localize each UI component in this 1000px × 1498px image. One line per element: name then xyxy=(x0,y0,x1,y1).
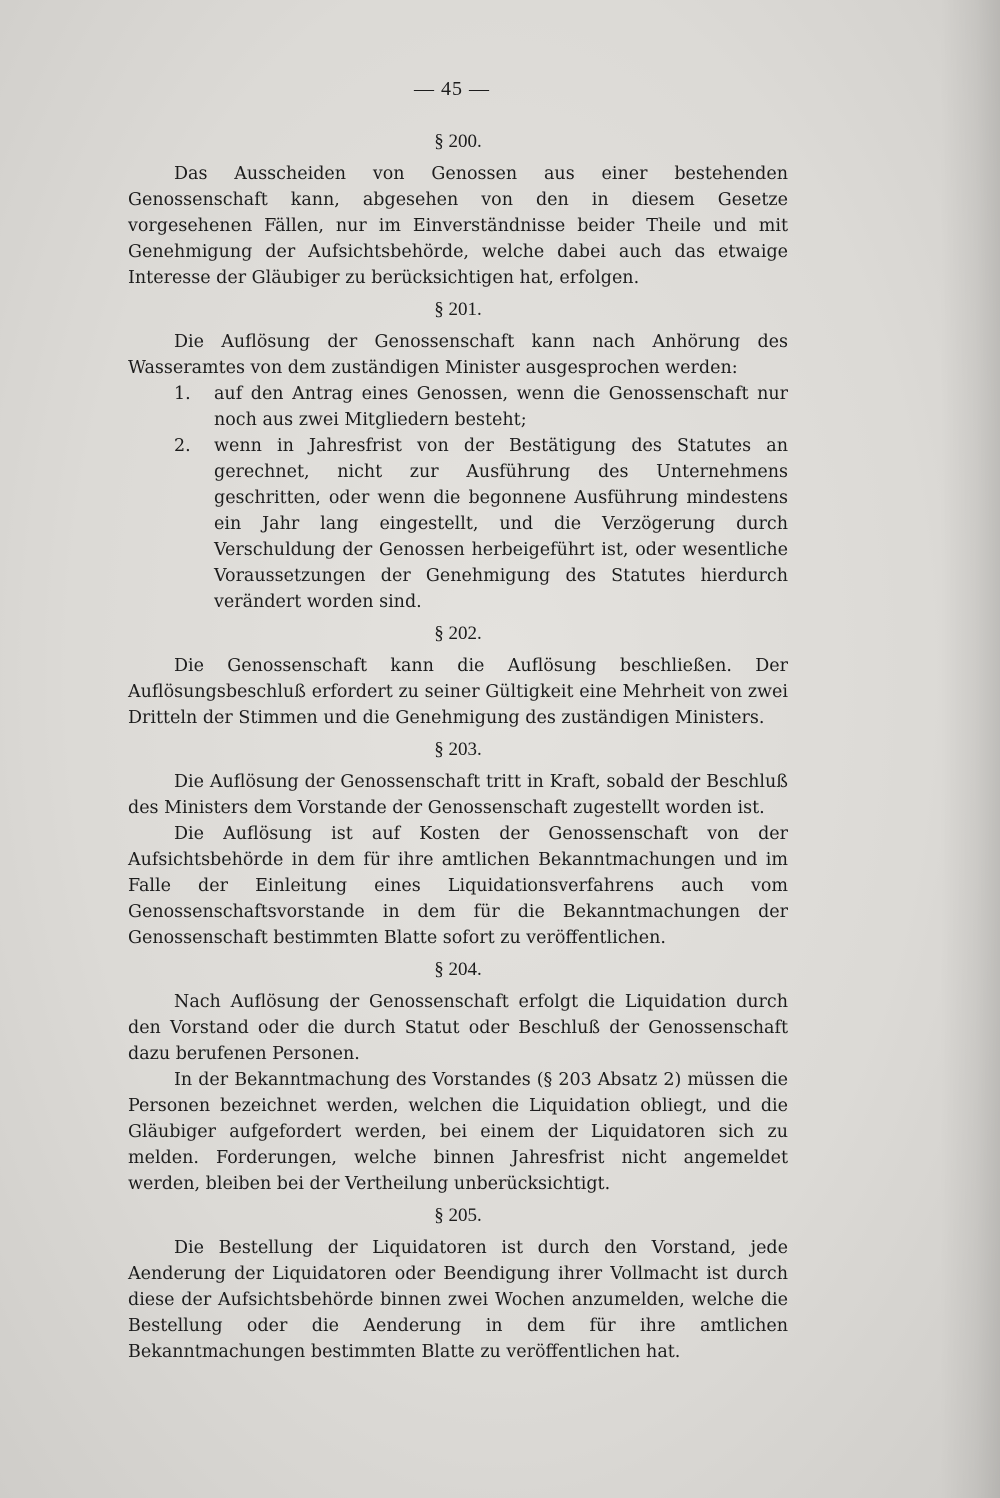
section-heading: § 202. xyxy=(434,623,482,644)
list-item-number: 2. xyxy=(174,436,191,456)
section-heading: § 204. xyxy=(434,959,482,980)
section-202 xyxy=(128,623,788,731)
section-201 xyxy=(128,299,788,615)
section-paragraph: Die Auflösung der Genossenschaft kann nach Anhörung des Wasseramtes von dem zuständigen Minister ausgesprochen werden: xyxy=(128,332,788,378)
section-heading: § 203. xyxy=(434,739,482,760)
enumerated-list xyxy=(128,381,788,615)
section-paragraph: In der Bekanntmachung des Vorstandes (§ 203 Absatz 2) müssen die Personen bezeichnet werden, welchen die Liquidation obliegt, und die Gläubiger aufgefordert werden, bei einem der Liquidatoren sich zu melden. Forderungen, welche binnen Jahresfrist nicht angemeldet werden, bleiben bei der Vertheilung unberücksichtigt. xyxy=(128,1070,788,1194)
section-paragraph: Die Bestellung der Liquidatoren ist durch den Vorstand, jede Aenderung der Liquidatoren oder Beendigung ihrer Vollmacht ist durch diese der Aufsichtsbehörde binnen zwei Wochen anzumelden, welche die Bestellung oder die Aenderung in dem für ihre amtlichen Bekanntmachungen bestimmten Blatte zu veröffentlichen hat. xyxy=(128,1238,788,1362)
list-item xyxy=(128,381,788,433)
section-paragraph: Die Auflösung ist auf Kosten der Genossenschaft von der Aufsichtsbehörde in dem für ihre amtlichen Bekanntmachungen und im Falle der Einleitung eines Liquidationsverfahrens auch vom Genossenschaftsvorstande in dem für die Bekanntmachungen der Genossenschaft bestimmten Blatte sofort zu veröffentlichen. xyxy=(128,824,788,948)
section-paragraph: Die Auflösung der Genossenschaft tritt in Kraft, sobald der Beschluß des Ministers dem Vorstande der Genossenschaft zugestellt worden ist. xyxy=(128,772,788,818)
section-203 xyxy=(128,739,788,951)
section-heading: § 201. xyxy=(434,299,482,320)
section-paragraph: Nach Auflösung der Genossenschaft erfolgt die Liquidation durch den Vorstand oder die durch Statut oder Beschluß der Genossenschaft dazu berufenen Personen. xyxy=(128,992,788,1064)
list-item xyxy=(128,433,788,615)
page-content xyxy=(128,78,788,1365)
list-item-text: auf den Antrag eines Genossen, wenn die Genossenschaft nur noch aus zwei Mitgliedern besteht; xyxy=(214,384,788,430)
list-item-text: wenn in Jahresfrist von der Bestätigung des Statutes an gerechnet, nicht zur Ausführung des Unternehmens geschritten, oder wenn die begonnene Ausführung mindestens ein Jahr lang eingestellt, und die Verzögerung durch Verschuldung der Genossen herbeigeführt ist, oder wesentliche Voraussetzungen der Genehmigung des Statutes hierdurch verändert worden sind. xyxy=(214,436,788,612)
section-204 xyxy=(128,959,788,1197)
section-heading: § 200. xyxy=(434,131,482,152)
section-heading: § 205. xyxy=(434,1205,482,1226)
page-gutter-shadow xyxy=(940,0,1000,1498)
section-paragraph: Das Ausscheiden von Genossen aus einer bestehenden Genossenschaft kann, abgesehen von den in diesem Gesetze vorgesehenen Fällen, nur im Einverständnisse beider Theile und mit Genehmigung der Aufsichtsbehörde, welche dabei auch das etwaige Interesse der Gläubiger zu berücksichtigen hat, erfolgen. xyxy=(128,164,788,288)
section-200 xyxy=(128,131,788,291)
section-205 xyxy=(128,1205,788,1365)
list-item-number: 1. xyxy=(174,384,191,404)
page-number: — 45 — xyxy=(414,78,490,100)
section-paragraph: Die Genossenschaft kann die Auflösung beschließen. Der Auflösungsbeschluß erfordert zu seiner Gültigkeit eine Mehrheit von zwei Dritteln der Stimmen und die Genehmigung des zuständigen Ministers. xyxy=(128,656,788,728)
